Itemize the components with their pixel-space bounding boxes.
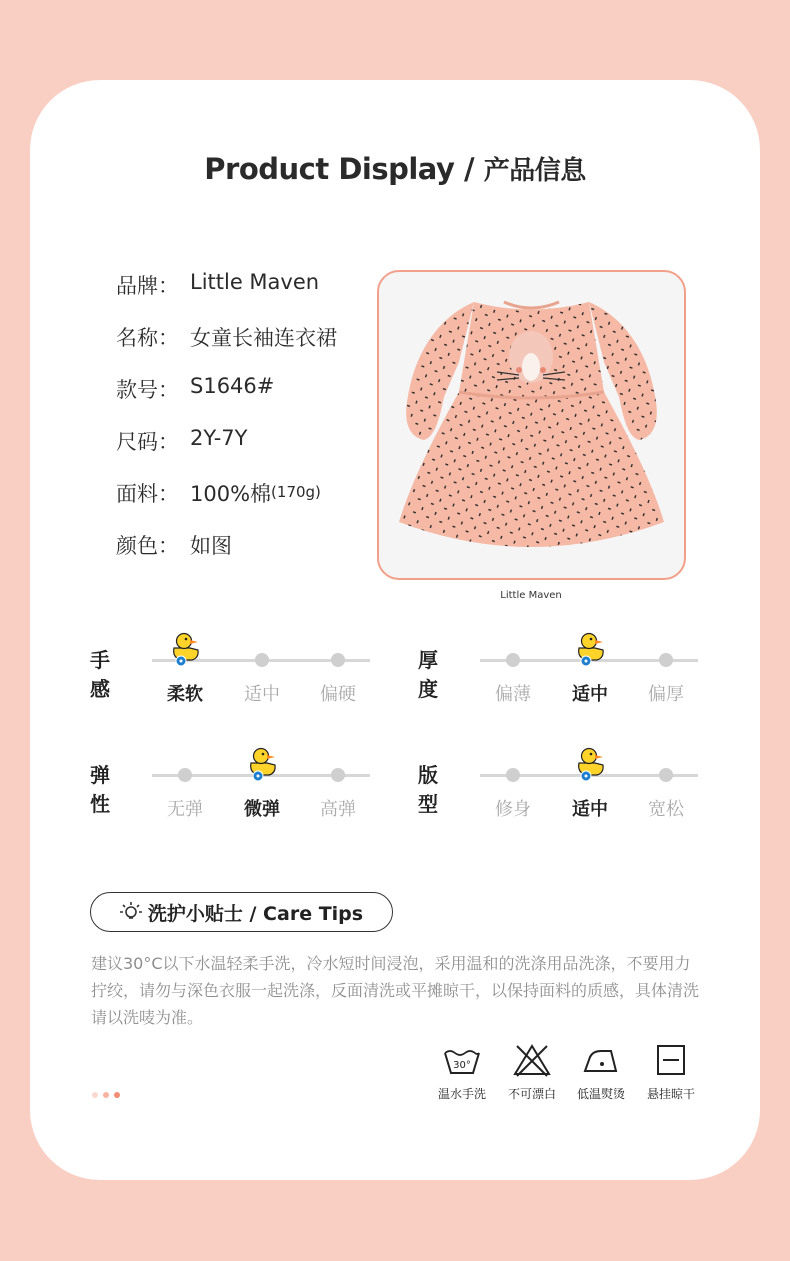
- info-row-color: [116, 530, 337, 582]
- product-info-list: [116, 270, 337, 582]
- care-item-hand-wash: [427, 1043, 497, 1102]
- info-key: 名称：: [116, 326, 179, 350]
- scale-dot: [255, 653, 269, 667]
- scale-option: 适中: [244, 684, 280, 705]
- scale-dot: [506, 653, 520, 667]
- scale-option: 适中: [572, 799, 608, 820]
- dot: [92, 1092, 98, 1098]
- scale-dot: [506, 768, 520, 782]
- info-row-name: [116, 322, 337, 374]
- info-value: 如图: [190, 534, 232, 558]
- title-main: Product Display: [204, 152, 455, 186]
- info-row-fabric: [116, 478, 337, 530]
- care-item-low-iron: [566, 1043, 636, 1102]
- scale-label: 版型: [418, 763, 438, 816]
- scale-dot: [659, 768, 673, 782]
- duck-marker-icon: [168, 630, 202, 668]
- low-iron-icon: [581, 1043, 621, 1077]
- dot: [103, 1092, 109, 1098]
- care-label: 温水手洗: [437, 1087, 486, 1101]
- info-value: 女童长袖连衣裙: [190, 326, 337, 350]
- care-tips-pill: [90, 892, 393, 932]
- info-value: S1646#: [190, 374, 275, 398]
- page-title: [0, 150, 790, 187]
- wash-temp-badge: 30°: [453, 1060, 471, 1071]
- product-photo: [377, 270, 686, 580]
- pagination-dots: [92, 1092, 120, 1098]
- scale-dot: [331, 768, 345, 782]
- no-bleach-icon: [512, 1043, 552, 1077]
- info-row-size: [116, 426, 337, 478]
- info-key: 尺码：: [116, 430, 179, 454]
- info-key: 颜色：: [116, 534, 179, 558]
- info-key: 品牌：: [116, 274, 179, 298]
- scale-option: 偏薄: [495, 684, 531, 705]
- care-tips-text: 建议30°C以下水温轻柔手洗，冷水短时间浸泡，采用温和的洗涤用品洗涤，不要用力拧绞，请勿与深色衣服一起洗涤，反面清洗或平摊晾干，以保持面料的质感，具体清洗请以洗唛为准。: [91, 954, 700, 1027]
- hand-wash-30-icon: [442, 1043, 482, 1077]
- scale-label: 手感: [90, 648, 110, 701]
- info-value: 2Y-7Y: [190, 426, 248, 450]
- scale-option: 无弹: [167, 799, 203, 820]
- scale-label: 厚度: [418, 648, 438, 701]
- info-value: Little Maven: [190, 270, 320, 294]
- care-item-hang-dry: [636, 1043, 706, 1102]
- scale-dot: [178, 768, 192, 782]
- care-label: 悬挂晾干: [646, 1087, 695, 1101]
- scale-option: 柔软: [167, 684, 203, 705]
- care-item-no-bleach: [497, 1043, 567, 1102]
- scale-dot: [659, 653, 673, 667]
- info-key: 款号：: [116, 378, 179, 402]
- info-row-brand: [116, 270, 337, 322]
- duck-marker-icon: [573, 745, 607, 783]
- scale-label: 弹性: [90, 763, 110, 816]
- dress-image: [379, 272, 684, 578]
- duck-marker-icon: [573, 630, 607, 668]
- hang-dry-icon: [651, 1043, 691, 1077]
- scale-option: 适中: [572, 684, 608, 705]
- scale-option: 偏硬: [320, 684, 356, 705]
- info-row-style-number: [116, 374, 337, 426]
- lightbulb-icon: [120, 901, 142, 923]
- scale-dot: [331, 653, 345, 667]
- title-sub: 产品信息: [483, 156, 586, 186]
- care-label: 不可漂白: [507, 1087, 556, 1101]
- scale-option: 宽松: [648, 799, 684, 820]
- info-key: 面料：: [116, 482, 179, 506]
- photo-caption: Little Maven: [500, 590, 562, 601]
- dot: [114, 1092, 120, 1098]
- scale-option: 高弹: [320, 799, 356, 820]
- care-tips-title: 洗护小贴士 / Care Tips: [147, 902, 364, 925]
- scale-option: 微弹: [244, 799, 280, 820]
- scale-option: 修身: [495, 799, 531, 820]
- scale-option: 偏厚: [648, 684, 684, 705]
- title-separator: /: [454, 152, 484, 186]
- duck-marker-icon: [245, 745, 279, 783]
- info-value: 100%棉: [190, 482, 272, 506]
- info-fabric-weight: (170g): [271, 483, 321, 501]
- care-label: 低温熨烫: [576, 1087, 625, 1101]
